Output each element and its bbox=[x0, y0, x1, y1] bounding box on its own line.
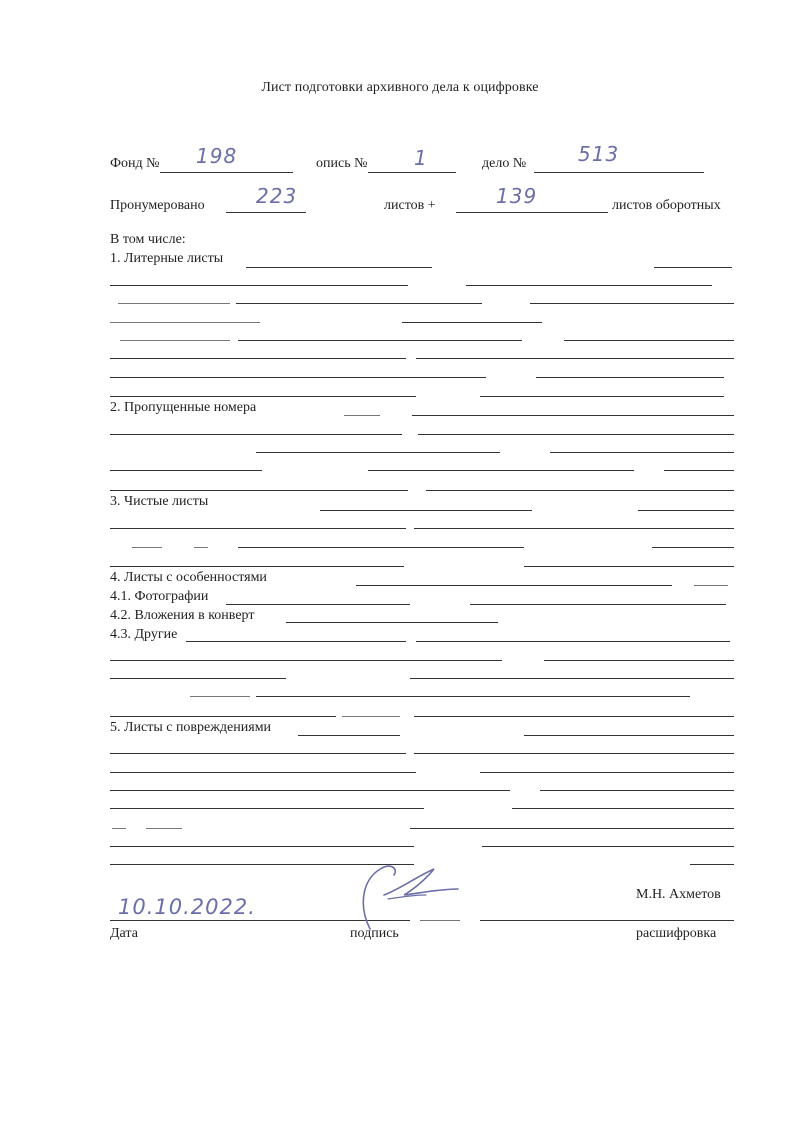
date-value: 10.10.2022. bbox=[118, 895, 256, 919]
date-label: Дата bbox=[110, 926, 138, 941]
page-title: Лист подготовки архивного дела к оцифровке bbox=[261, 80, 539, 95]
section-missing-numbers: 2. Пропущенные номера bbox=[110, 400, 257, 415]
handwritten-signature bbox=[340, 855, 470, 935]
fill-line bbox=[426, 490, 734, 491]
fill-line bbox=[414, 753, 734, 754]
fill-line bbox=[536, 377, 724, 378]
fill-line bbox=[110, 528, 406, 529]
fill-line bbox=[410, 678, 734, 679]
fill-line bbox=[368, 470, 634, 471]
fill-line bbox=[110, 772, 416, 773]
fill-line bbox=[418, 434, 734, 435]
fill-line bbox=[226, 604, 410, 605]
fill-line bbox=[112, 828, 126, 829]
fill-line bbox=[110, 678, 286, 679]
reverse-label: листов оборотных bbox=[612, 198, 721, 213]
name-underline bbox=[480, 920, 734, 921]
fill-line bbox=[524, 566, 734, 567]
delo-label: дело № bbox=[482, 156, 527, 171]
fill-line bbox=[654, 267, 732, 268]
fill-line bbox=[110, 322, 260, 323]
signature-label: подпись bbox=[350, 926, 399, 941]
reverse-value: 139 bbox=[496, 184, 538, 208]
fill-line bbox=[120, 340, 230, 341]
fill-line bbox=[110, 434, 402, 435]
fill-line bbox=[246, 267, 432, 268]
opis-value: 1 bbox=[414, 146, 428, 170]
fill-line bbox=[194, 547, 208, 548]
fill-line bbox=[344, 415, 380, 416]
fill-line bbox=[110, 358, 406, 359]
fill-line bbox=[110, 808, 424, 809]
subsection-envelope: 4.2. Вложения в конверт bbox=[110, 608, 255, 623]
fill-line bbox=[540, 790, 734, 791]
sheets-label: листов + bbox=[384, 198, 436, 213]
fill-line bbox=[664, 470, 734, 471]
fill-line bbox=[412, 415, 734, 416]
fill-line bbox=[356, 585, 672, 586]
fill-line bbox=[110, 790, 510, 791]
numbered-value: 223 bbox=[256, 184, 298, 208]
fill-line bbox=[110, 285, 408, 286]
numbered-label: Пронумеровано bbox=[110, 198, 205, 213]
fill-line bbox=[694, 585, 728, 586]
fill-line bbox=[470, 604, 726, 605]
name-value: М.Н. Ахметов bbox=[636, 887, 721, 902]
fill-line bbox=[110, 660, 502, 661]
fill-line bbox=[416, 641, 730, 642]
fill-line bbox=[190, 696, 250, 697]
subsection-photos: 4.1. Фотографии bbox=[110, 589, 209, 604]
section-special-sheets: 4. Листы с особенностями bbox=[110, 570, 267, 585]
fill-line bbox=[110, 396, 416, 397]
fill-line bbox=[238, 547, 524, 548]
fill-line bbox=[110, 753, 406, 754]
fill-line bbox=[320, 510, 532, 511]
name-label: расшифровка bbox=[636, 926, 717, 941]
fill-line bbox=[256, 452, 500, 453]
section-literal-sheets: 1. Литерные листы bbox=[110, 251, 224, 266]
section-damaged-sheets: 5. Листы с повреждениями bbox=[110, 720, 272, 735]
fill-line bbox=[414, 716, 734, 717]
fill-line bbox=[524, 735, 734, 736]
fill-line bbox=[638, 510, 734, 511]
fond-label: Фонд № bbox=[110, 156, 160, 171]
fill-line bbox=[690, 864, 734, 865]
fill-line bbox=[110, 490, 408, 491]
fill-line bbox=[342, 716, 400, 717]
fill-line bbox=[512, 808, 734, 809]
fill-line bbox=[482, 846, 734, 847]
fill-line bbox=[466, 285, 712, 286]
fill-line bbox=[118, 303, 230, 304]
fill-line bbox=[132, 547, 162, 548]
fill-line bbox=[236, 303, 482, 304]
fill-line bbox=[564, 340, 734, 341]
fill-line bbox=[416, 358, 734, 359]
numbered-underline bbox=[226, 212, 306, 213]
fill-line bbox=[414, 528, 734, 529]
fill-line bbox=[530, 303, 734, 304]
including-label: В том числе: bbox=[110, 232, 186, 247]
fill-line bbox=[550, 452, 734, 453]
delo-value: 513 bbox=[578, 142, 620, 166]
fill-line bbox=[410, 828, 734, 829]
fill-line bbox=[402, 322, 542, 323]
fill-line bbox=[110, 846, 414, 847]
opis-underline bbox=[368, 172, 456, 173]
fill-line bbox=[110, 470, 262, 471]
fill-line bbox=[286, 622, 498, 623]
fill-line bbox=[480, 772, 734, 773]
fill-line bbox=[238, 340, 522, 341]
reverse-underline bbox=[456, 212, 608, 213]
fill-line bbox=[480, 396, 724, 397]
fill-line bbox=[110, 566, 404, 567]
section-blank-sheets: 3. Чистые листы bbox=[110, 494, 209, 509]
fill-line bbox=[298, 735, 400, 736]
fond-value: 198 bbox=[196, 144, 238, 168]
fill-line bbox=[652, 547, 734, 548]
fond-underline bbox=[160, 172, 293, 173]
fill-line bbox=[544, 660, 734, 661]
subsection-other: 4.3. Другие bbox=[110, 627, 178, 642]
delo-underline bbox=[534, 172, 704, 173]
fill-line bbox=[256, 696, 690, 697]
fill-line bbox=[110, 377, 486, 378]
fill-line bbox=[110, 716, 336, 717]
opis-label: опись № bbox=[316, 156, 368, 171]
fill-line bbox=[186, 641, 406, 642]
fill-line bbox=[146, 828, 182, 829]
